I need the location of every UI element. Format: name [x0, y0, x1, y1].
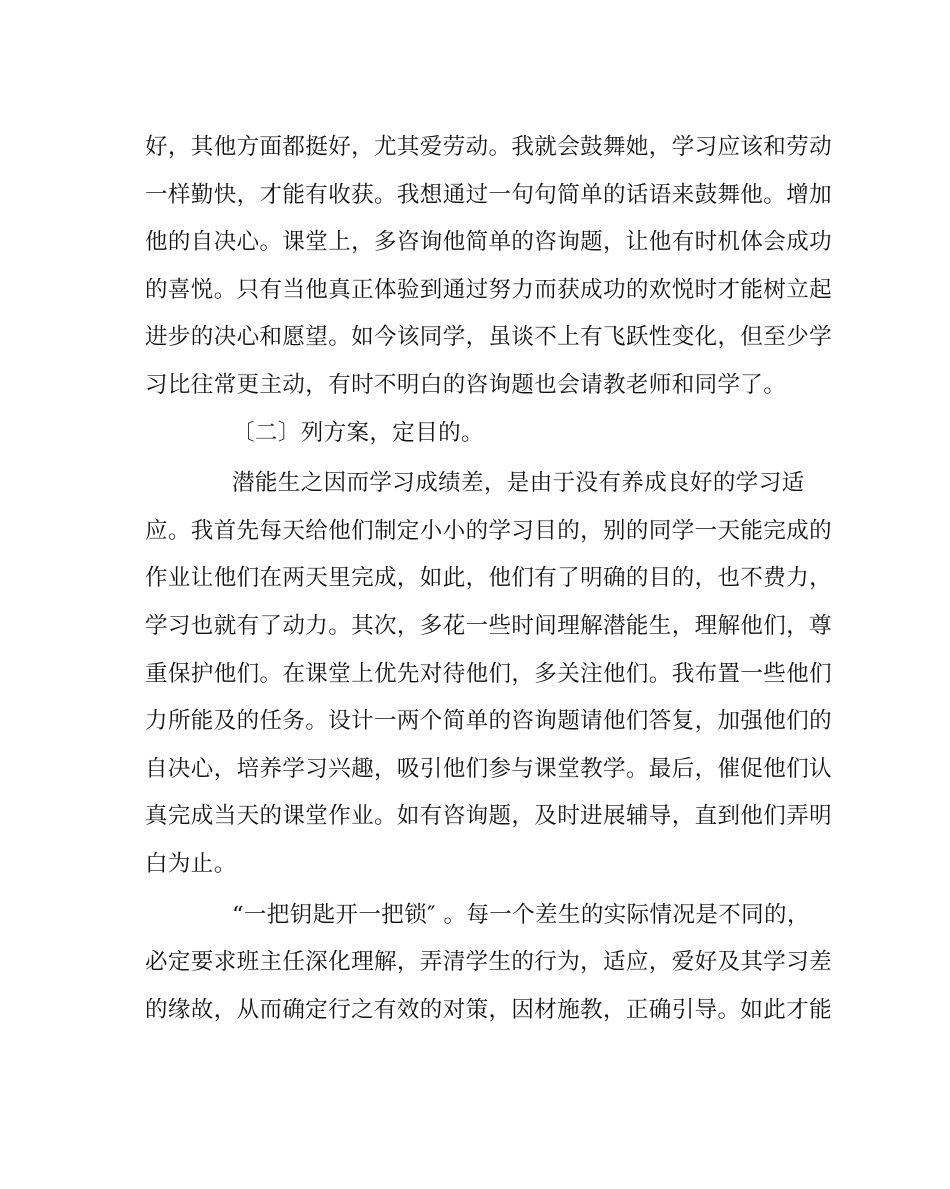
text-line: 他的自决心。课堂上，多咨询他简单的咨询题，让他有时机体会成功: [145, 229, 833, 256]
text-line: 潜能生之因而学习成绩差，是由于没有养成良好的学习适: [232, 470, 805, 497]
text-line: 作业让他们在两天里完成，如此，他们有了明确的目的，也不费力，: [145, 565, 833, 592]
text-line: 白为止。: [145, 850, 237, 877]
text-line: 一样勤快，才能有收获。我想通过一句句简单的话语来鼓舞他。增加: [145, 181, 833, 208]
text-line: 重保护他们。在课堂上优先对待他们，多关注他们。我布置一些他们: [145, 660, 833, 687]
section-heading: 〔二〕列方案，定目的。: [232, 419, 484, 446]
text-line: 必定要求班主任深化理解，弄清学生的行为，适应，爱好及其学习差: [145, 949, 833, 976]
text-line: 习比往常更主动，有时不明白的咨询题也会请教老师和同学了。: [145, 371, 787, 398]
text-line: 进步的决心和愿望。如今该同学，虽谈不上有飞跃性变化，但至少学: [145, 324, 833, 351]
text-line: 真完成当天的课堂作业。如有咨询题，及时进展辅导，直到他们弄明: [145, 803, 833, 830]
text-line: 自决心，培养学习兴趣，吸引他们参与课堂教学。最后，催促他们认: [145, 755, 833, 782]
text-line: “一把钥匙开一把锁″ 。每一个差生的实际情况是不同的，: [232, 901, 810, 928]
paragraph-key-and-lock: [145, 892, 833, 1035]
text-line: 力所能及的任务。设计一两个简单的咨询题请他们答复，加强他们的: [145, 708, 833, 735]
paragraph-strategy: [145, 460, 833, 888]
paragraph-continued: [145, 124, 833, 410]
text-line: 的喜悦。只有当他真正体验到通过努力而获成功的欢悦时才能树立起: [145, 276, 833, 303]
document-body: [145, 124, 833, 1034]
text-line: 好，其他方面都挺好，尤其爱劳动。我就会鼓舞她，学习应该和劳动: [145, 134, 833, 160]
text-line: 的缘故，从而确定行之有效的对策，因材施教，正确引导。如此才能: [145, 996, 833, 1023]
text-line: 应。我首先每天给他们制定小小的学习目的，别的同学一天能完成的: [145, 517, 833, 544]
text-line: 学习也就有了动力。其次，多花一些时间理解潜能生，理解他们，尊: [145, 612, 833, 639]
